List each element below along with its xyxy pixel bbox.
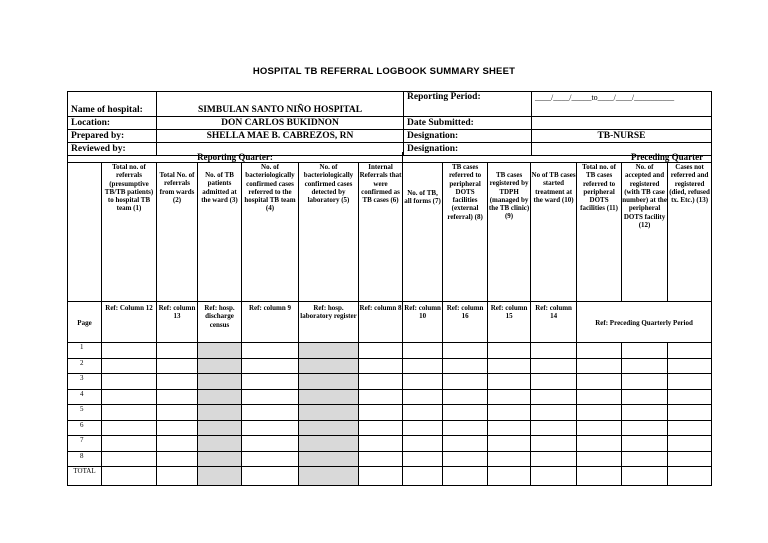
col-header-8: TB cases referred to peripheral DOTS facilities (external referral) (8): [443, 163, 488, 302]
row-number: 8: [68, 451, 102, 467]
col-header-13: Cases not referred and registered (died, refused tx. Etc.) (13): [668, 163, 712, 302]
designation-value: TB-NURSE: [532, 130, 712, 143]
table-row: [68, 358, 712, 374]
prepared-label: Prepared by:: [68, 130, 157, 143]
ref-10: Ref: column 14: [531, 302, 577, 343]
col-header-1: Total no. of referrals (presumptive TB/TB patients) to hospital TB team (1): [102, 163, 157, 302]
page-col-blank: [68, 163, 102, 302]
ref-5: Ref: hosp. laboratory register: [299, 302, 359, 343]
total-label: TOTAL: [68, 467, 102, 486]
row-number: 6: [68, 420, 102, 436]
summary-table: [67, 152, 712, 486]
preceding-quarter-label: Preceding Quarter: [403, 152, 712, 163]
col-header-2: Total No. of referrals from wards (2): [157, 163, 198, 302]
hospital-value: SIMBULAN SANTO NIÑO HOSPITAL: [157, 92, 404, 117]
table-row: [68, 343, 712, 359]
location-label: Location:: [68, 117, 157, 130]
ref-6: Ref: column 8: [359, 302, 403, 343]
table-row: [68, 436, 712, 452]
row-number: 7: [68, 436, 102, 452]
col-header-10: No of TB cases started treatment at the ward (10): [531, 163, 577, 302]
row-number: 3: [68, 374, 102, 390]
table-row: [68, 389, 712, 405]
header-info-table: [67, 91, 712, 156]
location-value: DON CARLOS BUKIDNON: [157, 117, 404, 130]
hospital-label: Name of hospital:: [68, 92, 157, 117]
submitted-value: [532, 117, 712, 130]
table-row: [68, 451, 712, 467]
period-label: Reporting Period:: [404, 92, 532, 117]
col-header-9: TB cases registered by TDPH (managed by the TB clinic) (9): [488, 163, 531, 302]
reporting-quarter-label: Reporting Quarter:: [68, 152, 403, 163]
total-row: [68, 467, 712, 486]
row-number: 4: [68, 389, 102, 405]
row-number: 1: [68, 343, 102, 359]
ref-3: Ref: hosp. discharge census: [198, 302, 242, 343]
col-header-6: Internal Referrals that were confirmed as TB cases (6): [359, 163, 403, 302]
ref-9: Ref: column 15: [488, 302, 531, 343]
ref-8: Ref: column 16: [443, 302, 488, 343]
prepared-value: SHELLA MAE B. CABREZOS, RN: [157, 130, 404, 143]
ref-1: Ref: Column 12: [102, 302, 157, 343]
table-row: [68, 374, 712, 390]
designation-label: Designation:: [404, 130, 532, 143]
page-label: Page: [68, 302, 102, 343]
col-header-11: Total no. of TB cases referred to peripheral DOTS facilities (11): [577, 163, 622, 302]
row-number: 5: [68, 405, 102, 421]
table-row: [68, 405, 712, 421]
col-header-3: No. of TB patients admitted at the ward (3): [198, 163, 242, 302]
col-header-7: No. of TB, all forms (7): [403, 163, 443, 302]
row-number: 2: [68, 358, 102, 374]
col-header-4: No. of bacteriologically confirmed cases referred to the hospital TB team (4): [242, 163, 299, 302]
ref-7: Ref: column 10: [403, 302, 443, 343]
submitted-label: Date Submitted:: [404, 117, 532, 130]
page-title: HOSPITAL TB REFERRAL LOGBOOK SUMMARY SHEET: [252, 66, 516, 77]
period-value: ____/____/_____to____/____/__________: [532, 92, 712, 117]
designation2-label: Designation:: [404, 143, 532, 156]
ref-2: Ref: column 13: [157, 302, 198, 343]
ref-11: Ref: Preceding Quarterly Period: [577, 302, 712, 343]
col-header-5: No. of bacteriologically confirmed cases detected by laboratory (5): [299, 163, 359, 302]
reviewed-label: Reviewed by:: [68, 143, 157, 156]
col-header-12: No. of accepted and registered (with TB case number) at the peripheral DOTS facility (12): [622, 163, 668, 302]
table-row: [68, 420, 712, 436]
ref-4: Ref: column 9: [242, 302, 299, 343]
